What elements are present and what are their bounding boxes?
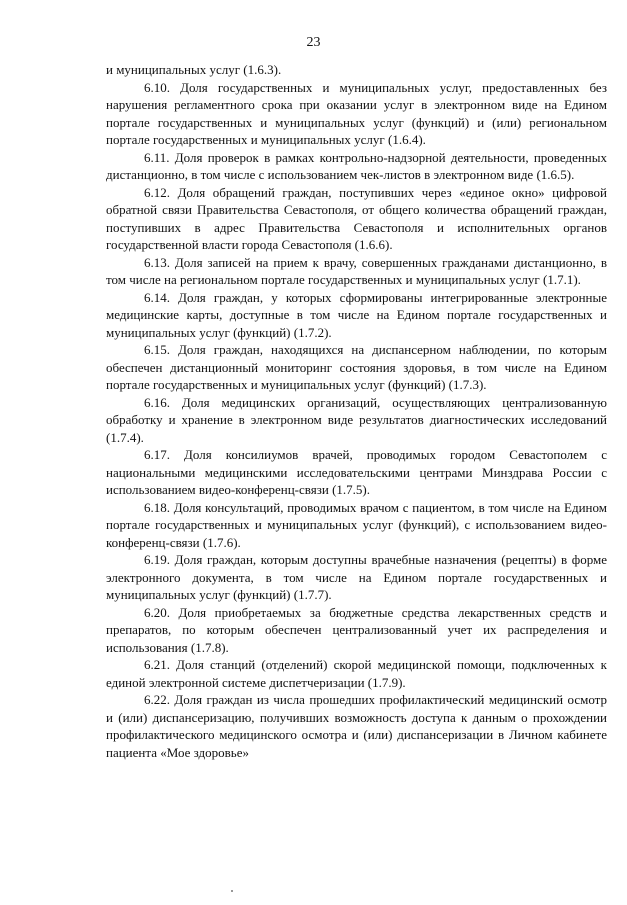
paragraph-6-17: 6.17. Доля консилиумов врачей, проводимых городом Севастополем с национальными медицинскими исследовательскими центрами Минздрава России с использованием видео-конференц-связи (1.7.5). [106,447,607,497]
paragraph-continuation: и муниципальных услуг (1.6.3). [106,62,282,77]
paragraph-6-14: 6.14. Доля граждан, у которых сформированы интегрированные электронные медицинские карты, доступные в том числе на Едином портале государственных и муниципальных услуг (функций) (1.7.2). [106,289,607,340]
paragraph-6-16: 6.16. Доля медицинских организаций, осуществляющих централизованную обработку и хранение в электронном виде результатов диагностических исследований (1.7.4). [106,394,607,445]
paragraph-6-19: 6.19. Доля граждан, которым доступны врачебные назначения (рецепты) в форме электронного документа, в том числе на Едином портале государственных и муниципальных услуг (функций) (1.7.7). [106,552,607,602]
paragraph-6-10: 6.10. Доля государственных и муниципальных услуг, предоставленных без нарушения регламентного срока при оказании услуг в электронном виде на Едином портале государственных и муниципальных услуг (функций) и (или) региональном портале государственных и муниципальных услуг (1.6.4). [106,79,607,147]
paragraph-6-15: 6.15. Доля граждан, находящихся на диспансерном наблюдении, по которым обеспечен дистанционный мониторинг состояния здоровья, в том числе на Едином портале государственных и муниципальных услуг (функций) (1.7.3). [106,342,607,392]
paragraph-6-11: 6.11. Доля проверок в рамках контрольно-надзорной деятельности, проведенных дистанционно, в том числе с использованием чек-листов в электронном виде (1.6.5). [106,149,607,182]
paragraph-6-18: 6.18. Доля консультаций, проводимых врачом с пациентом, в том числе на Едином портале государственных и муниципальных услуг (функций), с использованием видео-конференц-связи (1.7.6). [106,499,607,550]
paragraph-6-21: 6.21. Доля станций (отделений) скорой медицинской помощи, подключенных к единой электронной системе диспетчеризации (1.7.9). [106,657,607,690]
document-body [106,61,607,761]
page-number: 23 [306,35,321,50]
paragraph-6-13: 6.13. Доля записей на прием к врачу, совершенных гражданами дистанционно, в том числе на региональном портале государственных и муниципальных услуг (1.7.1). [106,254,607,287]
paragraph-6-20: 6.20. Доля приобретаемых за бюджетные средства лекарственных средств и препаратов, по которым обеспечен централизованный учет их распределения и использования (1.7.8). [106,604,607,655]
paragraph-6-12: 6.12. Доля обращений граждан, поступивших через «единое окно» цифровой обратной связи Правительства Севастополя, от общего количества обращений граждан, поступивших в адрес Правительства Севастополя и исполнительных органов государственной власти города Севастополя (1.6.6). [106,184,607,252]
paragraph-6-22: 6.22. Доля граждан из числа прошедших профилактический медицинский осмотр и (или) диспансеризацию, получивших возможность доступа к данным о прохождении профилактического медицинского осмотра и (или) диспансеризации в Личном кабинете пациента «Мое здоровье» [106,692,607,760]
scan-speck [231,890,233,892]
